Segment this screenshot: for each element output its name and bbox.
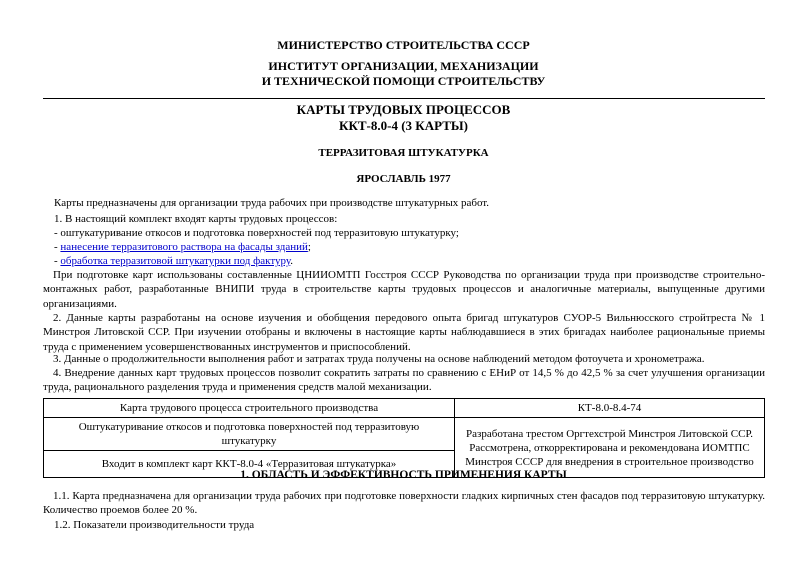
table-cell: Оштукатуривание откосов и подготовка поверхностей под терразитовую штукатурку [44, 418, 455, 451]
table-cell: КТ-8.0-8.4-74 [455, 399, 765, 418]
table-row [44, 399, 765, 418]
institute-heading-line1: ИНСТИТУТ ОРГАНИЗАЦИИ, МЕХАНИЗАЦИИ [268, 59, 539, 73]
list-item-1: - оштукатуривание откосов и подготовка поверхностей под терразитовую штукатурку; [54, 227, 459, 239]
paragraph-1-2: 1.2. Показатели производительности труда [54, 519, 255, 531]
list-item-3: - обработка терразитовой штукатурки под фактуру. [54, 255, 294, 267]
table-cell: Входит в комплект карт ККТ-8.0-4 «Терразитовая штукатурка» [44, 451, 455, 478]
paragraph-2: 2. Данные карты разработаны на основе изучения и обобщения передового опыта бригад штукатуров СУОР-5 Вильнюсского стройтреста № 1 Минстроя Литовской ССР. При изучении отобраны и включены в настоящие карты наблюдавшиеся в этих бригадах наиболее рациональные приемы труда с применением усовершенствованных инструментов и приспособлений. [43, 312, 765, 353]
institute-heading-line2: И ТЕХНИЧЕСКОЙ ПОМОЩИ СТРОИТЕЛЬСТВУ [261, 74, 546, 88]
table-row [44, 418, 765, 451]
link-terrazite-application[interactable]: нанесение терразитового раствора на фасады зданий [60, 241, 308, 253]
process-card-table [43, 398, 765, 478]
paragraph-sources: При подготовке карт использованы составленные ЦНИИОМТП Госстроя СССР Руководства по организации труда при производстве строительно-монтажных работ, разработанные ВНИПИ труда в строительстве карты трудовых процессов и аналогичные материалы, выпущенные другими организациями. [43, 269, 765, 310]
document-title-line2: ККТ-8.0-4 (3 КАРТЫ) [339, 118, 468, 133]
table-cell: Карта трудового процесса строительного производства [44, 399, 455, 418]
section-1-heading: 1. ОБЛАСТЬ И ЭФФЕКТИВНОСТЬ ПРИМЕНЕНИЯ КАРТЫ [240, 469, 567, 481]
ministry-heading: МИНИСТЕРСТВО СТРОИТЕЛЬСТВА СССР [277, 38, 530, 52]
paragraph-3: 3. Данные о продолжительности выполнения работ и затратах труда получены на основе наблюдений методом фотоучета и хронометража. [53, 353, 705, 365]
document-subject: ТЕРРАЗИТОВАЯ ШТУКАТУРКА [318, 147, 489, 159]
place-year: ЯРОСЛАВЛЬ 1977 [356, 173, 451, 185]
table-cell-developer: Разработана трестом Оргтехстрой Минстроя Литовской ССР. Рассмотрена, откорректирована и рекомендована ИОМТПС Минстроя СССР для внедрения в строительное производство [455, 418, 765, 478]
document-title-line1: КАРТЫ ТРУДОВЫХ ПРОЦЕССОВ [296, 102, 511, 117]
paragraph-1-1: 1.1. Карта предназначена для организации труда рабочих при подготовке поверхности гладких кирпичных стен фасадов под терразитовую штукатурку. Количество проемов более 20 %. [43, 490, 765, 517]
intro-text: Карты предназначены для организации труда рабочих при производстве штукатурных работ. [54, 197, 490, 209]
list-item-2: - нанесение терразитового раствора на фасады зданий; [54, 241, 311, 253]
list-heading: 1. В настоящий комплект входят карты трудовых процессов: [54, 213, 338, 225]
paragraph-4: 4. Внедрение данных карт трудовых процессов позволит сократить затраты по сравнению с ЕНиР от 14,5 % до 42,5 % за счет улучшения организации труда, рационального разделения труда и применения средств малой механизации. [43, 367, 765, 394]
header-divider [43, 98, 765, 99]
link-terrazite-texture[interactable]: обработка терразитовой штукатурки под фактуру [60, 255, 291, 267]
